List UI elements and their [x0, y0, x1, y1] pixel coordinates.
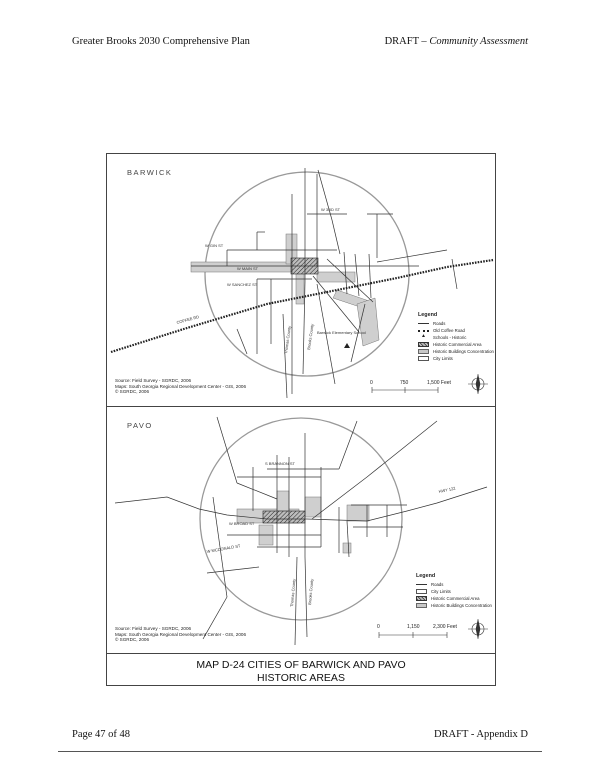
- pavo-scale-mid: 1,150: [407, 624, 420, 630]
- school-triangle-icon: [418, 335, 429, 340]
- w-broad-label: W BROAD ST: [229, 521, 255, 526]
- legend-title: Legend: [418, 312, 438, 318]
- map-title: [107, 659, 495, 685]
- pavo-scale-0: 0: [377, 624, 380, 630]
- page-footer-right: DRAFT - Appendix D: [433, 729, 528, 740]
- legend-item: Roads: [418, 320, 494, 327]
- pavo-roads: [115, 417, 487, 645]
- barwick-map: [107, 154, 495, 406]
- map-title-line2: HISTORIC AREAS: [257, 672, 345, 684]
- legend-item: Old Coffee Road: [418, 327, 494, 334]
- thomas-county-label: Thomas County: [283, 325, 292, 355]
- footer-rule: [58, 751, 542, 752]
- road-swatch: [416, 584, 427, 585]
- buildings-swatch: [418, 349, 429, 354]
- map-title-line1: MAP D-24 CITIES OF BARWICK AND PAVO: [196, 659, 406, 671]
- brannon-label: S BRANNON ST: [265, 461, 296, 466]
- brooks-county-label: Brooks County: [307, 578, 315, 606]
- w-mcdonald-label: W MCDONALD ST: [206, 543, 241, 554]
- legend-item: City Limits: [418, 355, 494, 362]
- barwick-map-panel: [107, 154, 495, 407]
- school-marker: [344, 343, 350, 348]
- w-sanchez-label: W SANCHEZ ST: [227, 282, 258, 287]
- barwick-scale-end: 1,500 Feet: [427, 380, 451, 386]
- city-limits-swatch: [416, 589, 427, 594]
- road-swatch: [418, 323, 429, 324]
- legend-item: Historic Buildings Concentration: [418, 348, 494, 355]
- legend-title: Legend: [416, 573, 436, 579]
- header-section: Community Assessment: [429, 36, 528, 47]
- legend-item: City Limits: [416, 588, 492, 595]
- barwick-legend: [418, 312, 494, 362]
- pavo-historic-commercial: [263, 511, 305, 523]
- school-label: Barwick Elementary School: [317, 330, 366, 335]
- w-main-label: W MAIN ST: [237, 266, 259, 271]
- barwick-title: BARWICK: [127, 168, 173, 177]
- old-coffee-road-swatch: [418, 330, 429, 332]
- barwick-source: Source: Field Survey - SGRDC, 2006 Maps: South Georgia Regional Development Center - GIS, 2006 © SGRDC, 2006: [115, 378, 246, 395]
- legend-item: Historic Buildings Concentration: [416, 602, 492, 609]
- page-header-right: [385, 36, 528, 47]
- hwy-label: HWY 122: [438, 485, 456, 494]
- coffee-rd-label: COFFEE RD: [175, 314, 200, 325]
- commercial-swatch: [418, 342, 429, 347]
- pavo-map-panel: [107, 407, 495, 654]
- pavo-scale-bar: [379, 632, 447, 638]
- w-3rd-label: W 3RD ST: [321, 207, 341, 212]
- header-prefix: DRAFT –: [384, 36, 427, 47]
- w-gin-label: W GIN ST: [205, 243, 224, 248]
- page-header-left: Greater Brooks 2030 Comprehensive Plan: [72, 36, 250, 47]
- legend-item: Historic Commercial Area: [418, 341, 494, 348]
- barwick-scale-bar: [372, 387, 438, 393]
- legend-item: Historic Commercial Area: [416, 595, 492, 602]
- barwick-north-arrow: [468, 374, 488, 394]
- barwick-scale-0: 0: [370, 380, 373, 386]
- pavo-scale-end: 2,300 Feet: [433, 624, 457, 630]
- barwick-scale-mid: 750: [400, 380, 409, 386]
- page-number: Page 47 of 48: [72, 729, 131, 740]
- pavo-legend: [416, 573, 492, 609]
- legend-item: Roads: [416, 581, 492, 588]
- pavo-title: PAVO: [127, 421, 153, 430]
- buildings-swatch: [416, 603, 427, 608]
- commercial-swatch: [416, 596, 427, 601]
- brooks-county-label: Brooks County: [306, 323, 315, 351]
- pavo-map: [107, 407, 495, 653]
- pavo-source: Source: Field Survey - SGRDC, 2006 Maps: South Georgia Regional Development Center - GIS, 2006 © SGRDC, 2006: [115, 626, 246, 643]
- legend-item: ▲ Schools - Historic: [418, 334, 494, 341]
- pavo-north-arrow: [468, 619, 488, 639]
- city-limits-swatch: [418, 356, 429, 361]
- thomas-county-label: Thomas County: [289, 578, 297, 608]
- map-frame: [106, 153, 496, 686]
